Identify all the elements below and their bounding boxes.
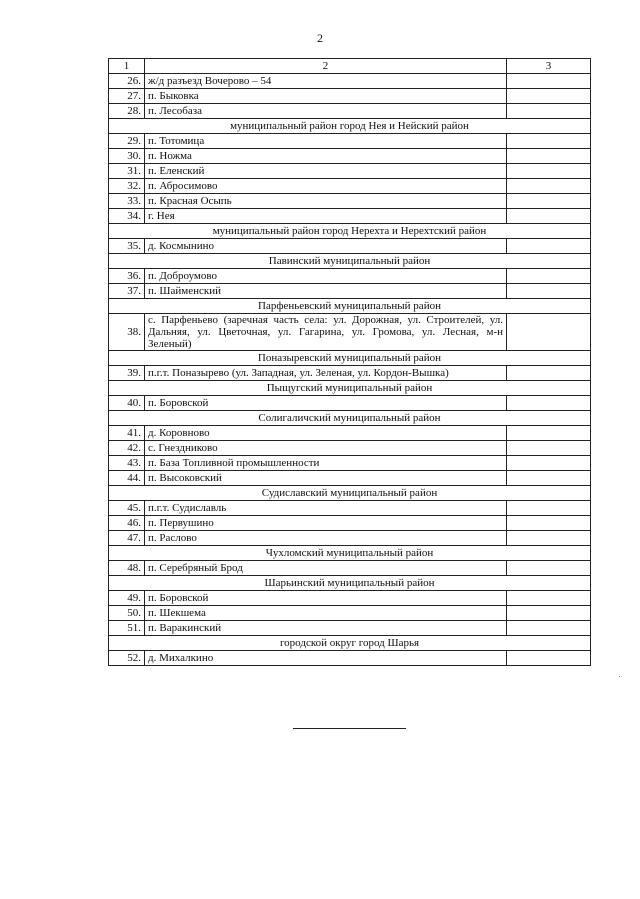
empty-cell [507, 456, 591, 471]
row-number: 33. [109, 194, 145, 209]
row-number: 36. [109, 269, 145, 284]
row-number: 31. [109, 164, 145, 179]
row-number: 41. [109, 426, 145, 441]
empty-cell [507, 164, 591, 179]
empty-cell [507, 314, 591, 351]
section-row [109, 254, 591, 269]
table-header-row [109, 59, 591, 74]
row-number: 46. [109, 516, 145, 531]
row-number: 48. [109, 561, 145, 576]
section-title: Чухломский муниципальный район [109, 546, 591, 561]
empty-cell [507, 149, 591, 164]
section-title: Поназыревский муниципальный район [109, 351, 591, 366]
row-number: 40. [109, 396, 145, 411]
empty-cell [507, 284, 591, 299]
settlement-name: д. Михалкино [145, 651, 507, 666]
section-row [109, 381, 591, 396]
settlement-name: п. Еленский [145, 164, 507, 179]
page-number: 2 [317, 31, 323, 45]
table-row [109, 134, 591, 149]
table-row [109, 426, 591, 441]
empty-cell [507, 134, 591, 149]
settlement-name: п.г.т. Судиславль [145, 501, 507, 516]
empty-cell [507, 104, 591, 119]
section-row [109, 299, 591, 314]
section-row [109, 224, 591, 239]
row-number: 49. [109, 591, 145, 606]
row-number: 32. [109, 179, 145, 194]
section-row [109, 576, 591, 591]
empty-cell [507, 621, 591, 636]
row-number: 43. [109, 456, 145, 471]
table-row [109, 561, 591, 576]
settlement-name: с. Парфеньево (заречная часть села: ул. Дорожная, ул. Строителей, ул. Дальняя, ул. Цветочная, ул. Гагарина, ул. Громова, ул. Лесная, м-н Зеленый) [145, 314, 507, 351]
empty-cell [507, 441, 591, 456]
scan-artifact [619, 676, 620, 677]
settlement-name: п. Абросимово [145, 179, 507, 194]
section-title: муниципальный район город Нерехта и Нерехтский район [109, 224, 591, 239]
table-row [109, 591, 591, 606]
row-number: 45. [109, 501, 145, 516]
table-row [109, 471, 591, 486]
header-col-3: 3 [507, 59, 591, 74]
settlements-table [108, 58, 591, 666]
empty-cell [507, 74, 591, 89]
table-body [109, 59, 591, 666]
settlement-name: п. Доброумово [145, 269, 507, 284]
settlement-name: с. Гнездниково [145, 441, 507, 456]
settlement-name: п. Шайменский [145, 284, 507, 299]
table-row [109, 149, 591, 164]
empty-cell [507, 239, 591, 254]
settlement-name: п. Лесобаза [145, 104, 507, 119]
settlement-name: ж/д разъезд Вочерово – 54 [145, 74, 507, 89]
end-rule [293, 728, 406, 729]
section-row [109, 486, 591, 501]
table-row [109, 621, 591, 636]
table-row [109, 651, 591, 666]
settlement-name: п.г.т. Поназырево (ул. Западная, ул. Зеленая, ул. Кордон-Вышка) [145, 366, 507, 381]
row-number: 51. [109, 621, 145, 636]
settlement-name: п. Боровской [145, 591, 507, 606]
row-number: 50. [109, 606, 145, 621]
row-number: 34. [109, 209, 145, 224]
section-row [109, 546, 591, 561]
row-number: 26. [109, 74, 145, 89]
table-row [109, 239, 591, 254]
section-title: Шарьинский муниципальный район [109, 576, 591, 591]
settlement-name: д. Космынино [145, 239, 507, 254]
row-number: 30. [109, 149, 145, 164]
empty-cell [507, 179, 591, 194]
row-number: 39. [109, 366, 145, 381]
empty-cell [507, 194, 591, 209]
settlement-name: п. Шекшема [145, 606, 507, 621]
empty-cell [507, 209, 591, 224]
table-row [109, 366, 591, 381]
section-title: муниципальный район город Нея и Нейский район [109, 119, 591, 134]
section-row [109, 119, 591, 134]
empty-cell [507, 606, 591, 621]
empty-cell [507, 651, 591, 666]
empty-cell [507, 396, 591, 411]
section-title: Павинский муниципальный район [109, 254, 591, 269]
section-row [109, 636, 591, 651]
section-title: Солигаличский муниципальный район [109, 411, 591, 426]
table-row [109, 209, 591, 224]
row-number: 42. [109, 441, 145, 456]
row-number: 44. [109, 471, 145, 486]
empty-cell [507, 269, 591, 284]
row-number: 38. [109, 314, 145, 351]
empty-cell [507, 366, 591, 381]
section-title: городской округ город Шарья [109, 636, 591, 651]
table-row [109, 441, 591, 456]
empty-cell [507, 531, 591, 546]
table-row [109, 501, 591, 516]
row-number: 37. [109, 284, 145, 299]
settlement-name: п. Варакинский [145, 621, 507, 636]
empty-cell [507, 471, 591, 486]
settlement-name: п. Высоковский [145, 471, 507, 486]
header-col-1: 1 [109, 59, 145, 74]
table-row [109, 269, 591, 284]
table-row [109, 194, 591, 209]
settlement-name: п. База Топливной промышленности [145, 456, 507, 471]
row-number: 27. [109, 89, 145, 104]
table-row [109, 164, 591, 179]
row-number: 52. [109, 651, 145, 666]
section-row [109, 411, 591, 426]
table-row [109, 456, 591, 471]
settlement-name: п. Ножма [145, 149, 507, 164]
settlement-name: п. Тотомица [145, 134, 507, 149]
section-row [109, 351, 591, 366]
table-row [109, 314, 591, 351]
table-row [109, 396, 591, 411]
table-row [109, 89, 591, 104]
header-col-2: 2 [145, 59, 507, 74]
empty-cell [507, 89, 591, 104]
table-row [109, 284, 591, 299]
settlement-name: п. Красная Осыпь [145, 194, 507, 209]
settlement-name: п. Боровской [145, 396, 507, 411]
settlement-name: п. Быковка [145, 89, 507, 104]
table-row [109, 74, 591, 89]
table-row [109, 104, 591, 119]
settlement-name: г. Нея [145, 209, 507, 224]
settlement-name: д. Коровново [145, 426, 507, 441]
empty-cell [507, 426, 591, 441]
settlement-name: п. Раслово [145, 531, 507, 546]
row-number: 29. [109, 134, 145, 149]
section-title: Парфеньевский муниципальный район [109, 299, 591, 314]
row-number: 47. [109, 531, 145, 546]
table-row [109, 531, 591, 546]
row-number: 28. [109, 104, 145, 119]
section-title: Пыщугский муниципальный район [109, 381, 591, 396]
empty-cell [507, 516, 591, 531]
settlement-name: п. Первушино [145, 516, 507, 531]
empty-cell [507, 561, 591, 576]
settlement-name: п. Серебряный Брод [145, 561, 507, 576]
empty-cell [507, 591, 591, 606]
empty-cell [507, 501, 591, 516]
table-row [109, 179, 591, 194]
row-number: 35. [109, 239, 145, 254]
table-row [109, 516, 591, 531]
table-row [109, 606, 591, 621]
section-title: Судиславский муниципальный район [109, 486, 591, 501]
